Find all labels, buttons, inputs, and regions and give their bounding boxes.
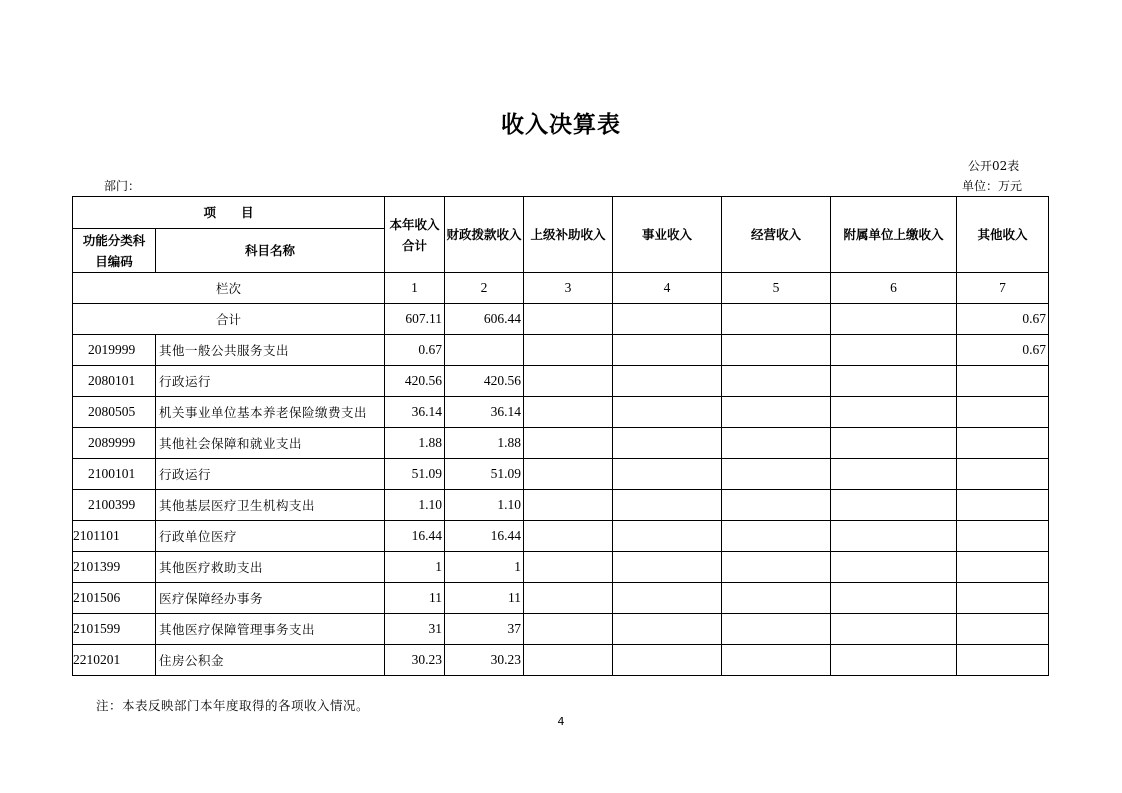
form-number: 公开02表	[968, 159, 1020, 173]
subject-name: 其他基层医疗卫生机构支出	[156, 490, 385, 521]
page-title: 收入决算表	[501, 112, 621, 138]
function-code: 2101506	[73, 583, 156, 614]
column-number: 3	[524, 273, 613, 304]
amount-cell	[957, 366, 1049, 397]
amount-cell: 51.09	[445, 459, 524, 490]
column-number: 7	[957, 273, 1049, 304]
function-code: 2101101	[73, 521, 156, 552]
function-code: 2101599	[73, 614, 156, 645]
amount-cell	[957, 521, 1049, 552]
subject-name: 其他一般公共服务支出	[156, 335, 385, 366]
amount-cell: 1.10	[445, 490, 524, 521]
column-index-label: 栏次	[73, 273, 385, 304]
total-label: 合计	[73, 304, 385, 335]
amount-cell: 0.67	[957, 335, 1049, 366]
amount-cell: 420.56	[385, 366, 445, 397]
amount-cell	[831, 645, 957, 676]
amount-cell: 36.14	[445, 397, 524, 428]
footnote: 注：本表反映部门本年度取得的各项收入情况。	[96, 698, 370, 713]
amount-cell	[613, 552, 722, 583]
unit-label: 单位：万元	[962, 179, 1023, 193]
table-row	[73, 583, 1049, 614]
amount-cell	[524, 428, 613, 459]
amount-cell	[957, 614, 1049, 645]
amount-cell	[831, 490, 957, 521]
amount-cell	[613, 614, 722, 645]
amount-cell	[613, 459, 722, 490]
header-subject-name: 科目名称	[156, 229, 385, 273]
amount-cell	[613, 335, 722, 366]
amount-cell	[722, 397, 831, 428]
amount-cell: 31	[385, 614, 445, 645]
table-row	[73, 490, 1049, 521]
amount-cell	[722, 521, 831, 552]
amount-cell	[445, 335, 524, 366]
amount-cell	[524, 583, 613, 614]
header-col-6: 附属单位上缴收入	[831, 197, 957, 273]
amount-cell	[524, 335, 613, 366]
amount-cell	[613, 583, 722, 614]
amount-cell	[831, 521, 957, 552]
header-col-7: 其他收入	[957, 197, 1049, 273]
amount-cell	[524, 552, 613, 583]
total-value	[831, 304, 957, 335]
header-col-2: 财政拨款收入	[445, 197, 524, 273]
subject-name: 医疗保障经办事务	[156, 583, 385, 614]
total-value	[524, 304, 613, 335]
subject-name: 行政运行	[156, 459, 385, 490]
amount-cell	[524, 366, 613, 397]
function-code: 2080101	[73, 366, 156, 397]
table-row	[73, 614, 1049, 645]
amount-cell: 420.56	[445, 366, 524, 397]
amount-cell	[613, 397, 722, 428]
amount-cell	[831, 459, 957, 490]
amount-cell	[722, 552, 831, 583]
header-func-code: 功能分类科目编码	[73, 229, 156, 273]
amount-cell	[722, 335, 831, 366]
department-label: 部门：	[104, 179, 141, 193]
amount-cell	[957, 583, 1049, 614]
amount-cell: 30.23	[385, 645, 445, 676]
function-code: 2100101	[73, 459, 156, 490]
subject-name: 其他医疗保障管理事务支出	[156, 614, 385, 645]
table-row	[73, 645, 1049, 676]
amount-cell: 16.44	[385, 521, 445, 552]
total-row	[73, 304, 1049, 335]
subject-name: 行政运行	[156, 366, 385, 397]
function-code: 2019999	[73, 335, 156, 366]
amount-cell	[831, 335, 957, 366]
amount-cell	[613, 645, 722, 676]
amount-cell	[722, 583, 831, 614]
header-col-3: 上级补助收入	[524, 197, 613, 273]
function-code: 2210201	[73, 645, 156, 676]
amount-cell	[722, 490, 831, 521]
amount-cell: 1.88	[445, 428, 524, 459]
amount-cell	[613, 490, 722, 521]
income-table	[72, 196, 1049, 676]
amount-cell: 0.67	[385, 335, 445, 366]
header-item: 项 目	[73, 197, 385, 229]
table-row	[73, 552, 1049, 583]
header-col-5: 经营收入	[722, 197, 831, 273]
amount-cell: 1	[445, 552, 524, 583]
column-number: 4	[613, 273, 722, 304]
amount-cell: 30.23	[445, 645, 524, 676]
table-row	[73, 366, 1049, 397]
amount-cell: 11	[385, 583, 445, 614]
total-value: 606.44	[445, 304, 524, 335]
amount-cell: 37	[445, 614, 524, 645]
function-code: 2101399	[73, 552, 156, 583]
table-row	[73, 521, 1049, 552]
amount-cell	[524, 397, 613, 428]
amount-cell	[957, 428, 1049, 459]
column-number: 5	[722, 273, 831, 304]
amount-cell	[524, 459, 613, 490]
amount-cell: 51.09	[385, 459, 445, 490]
amount-cell	[831, 583, 957, 614]
column-number: 2	[445, 273, 524, 304]
amount-cell	[831, 397, 957, 428]
total-value	[722, 304, 831, 335]
subject-name: 其他社会保障和就业支出	[156, 428, 385, 459]
amount-cell	[613, 428, 722, 459]
header-col-4: 事业收入	[613, 197, 722, 273]
total-value: 607.11	[385, 304, 445, 335]
amount-cell	[613, 366, 722, 397]
table-row	[73, 335, 1049, 366]
subject-name: 行政单位医疗	[156, 521, 385, 552]
subject-name: 机关事业单位基本养老保险缴费支出	[156, 397, 385, 428]
table-row	[73, 397, 1049, 428]
subject-name: 住房公积金	[156, 645, 385, 676]
column-number: 6	[831, 273, 957, 304]
function-code: 2089999	[73, 428, 156, 459]
amount-cell: 1	[385, 552, 445, 583]
header-col-1: 本年收入合计	[385, 197, 445, 273]
amount-cell	[524, 614, 613, 645]
amount-cell	[831, 428, 957, 459]
amount-cell	[722, 459, 831, 490]
amount-cell	[722, 428, 831, 459]
amount-cell	[722, 366, 831, 397]
function-code: 2100399	[73, 490, 156, 521]
amount-cell	[831, 614, 957, 645]
table-row	[73, 428, 1049, 459]
amount-cell: 16.44	[445, 521, 524, 552]
amount-cell	[613, 521, 722, 552]
amount-cell	[831, 552, 957, 583]
table-row	[73, 459, 1049, 490]
column-number: 1	[385, 273, 445, 304]
amount-cell	[524, 490, 613, 521]
amount-cell	[831, 366, 957, 397]
amount-cell: 36.14	[385, 397, 445, 428]
subject-name: 其他医疗救助支出	[156, 552, 385, 583]
amount-cell	[524, 645, 613, 676]
amount-cell: 1.10	[385, 490, 445, 521]
function-code: 2080505	[73, 397, 156, 428]
amount-cell	[957, 459, 1049, 490]
total-value: 0.67	[957, 304, 1049, 335]
amount-cell	[957, 397, 1049, 428]
amount-cell	[524, 521, 613, 552]
total-value	[613, 304, 722, 335]
amount-cell: 1.88	[385, 428, 445, 459]
amount-cell	[957, 645, 1049, 676]
amount-cell	[957, 490, 1049, 521]
amount-cell	[722, 614, 831, 645]
page-number: 4	[557, 715, 565, 728]
amount-cell: 11	[445, 583, 524, 614]
amount-cell	[957, 552, 1049, 583]
amount-cell	[722, 645, 831, 676]
